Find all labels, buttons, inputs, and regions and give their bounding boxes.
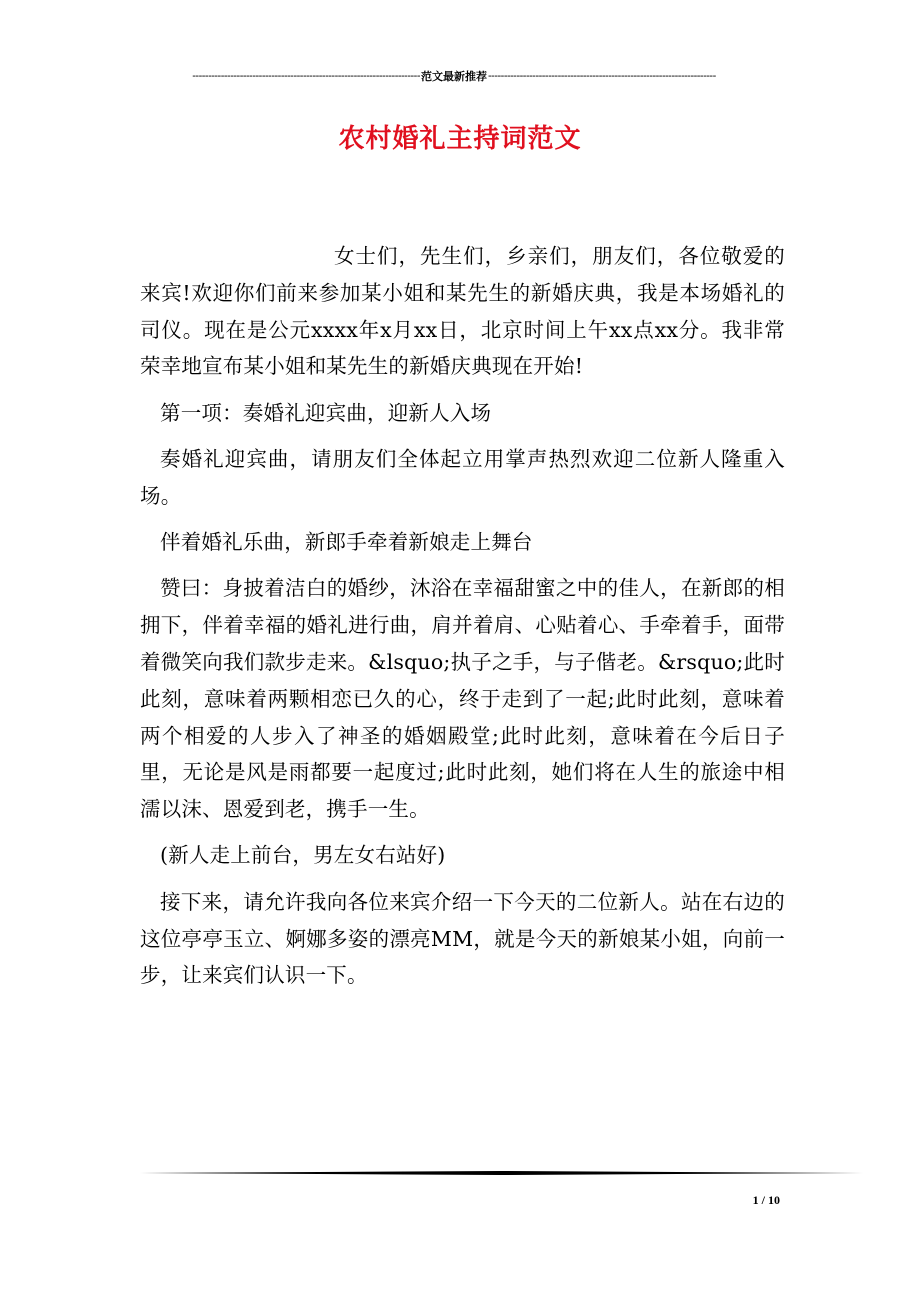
- paragraph-stage-direction: (新人走上前台，男左女右站好): [160, 843, 446, 868]
- paragraph-greeting: 女士们，先生们，乡亲们，朋友们，各位敬爱的来宾!欢迎你们前来参加某小姐和某先生的新婚庆典，我是本场婚礼的司仪。现在是公元xxxx年x月xx日，北京时间上午xx点xx分。我非常荣幸地宣布某小姐和某先生的新婚庆典现在开始!: [140, 244, 785, 379]
- paragraph-introduction: 接下来，请允许我向各位来宾介绍一下今天的二位新人。站在右边的这位亭亭玉立、婀娜多姿的漂亮MM，就是今天的新娘某小姐，向前一步，让来宾们认识一下。: [140, 889, 785, 988]
- paragraph-groom-bride: 伴着婚礼乐曲，新郎手牵着新娘走上舞台: [160, 530, 533, 555]
- header-label: 范文最新推荐: [421, 71, 487, 83]
- footer-divider: [140, 1171, 863, 1175]
- header-right-dashes: ------------------------------------------------------------------------: [488, 70, 716, 82]
- header-left-dashes: ------------------------------------------------------------------------: [192, 70, 420, 82]
- page-number: 1 / 10: [752, 1193, 780, 1207]
- paragraph-step-one: 第一项：奏婚礼迎宾曲，迎新人入场: [160, 400, 492, 425]
- document-body: [140, 238, 785, 1004]
- paragraph-praise: 赞曰：身披着洁白的婚纱，沐浴在幸福甜蜜之中的佳人，在新郎的相拥下，伴着幸福的婚礼进行曲，肩并着肩、心贴着心、手牵着手，面带着微笑向我们款步走来。&lsquo;执子之手，与子偕老。&rsquo;此时此刻，意味着两颗相恋已久的心，终于走到了一起;此时此刻，意味着两个相爱的人步入了神圣的婚姻殿堂;此时此刻，意味着在今后日子里，无论是风是雨都要一起度过;此时此刻，她们将在人生的旅途中相濡以沫、恩爱到老，携手一生。: [140, 576, 785, 822]
- paragraph-entrance-music: 奏婚礼迎宾曲，请朋友们全体起立用掌声热烈欢迎二位新人隆重入场。: [140, 446, 785, 508]
- page-header: [140, 66, 768, 86]
- document-title: 农村婚礼主持词范文: [338, 124, 582, 154]
